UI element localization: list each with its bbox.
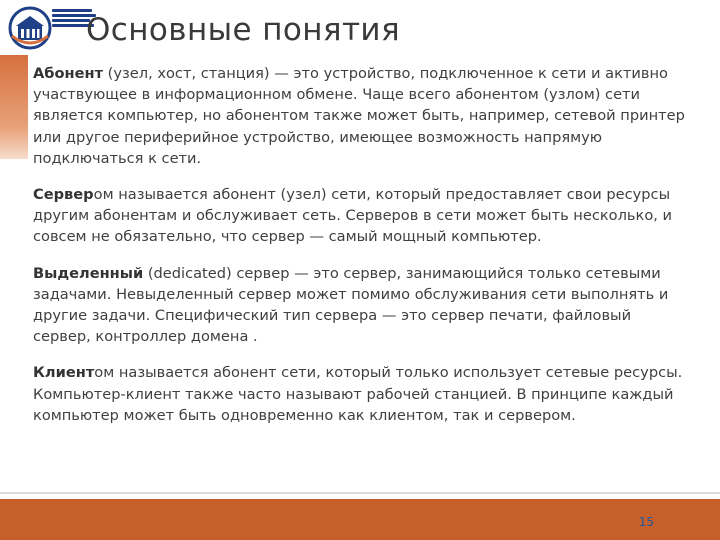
- paragraph-text: ом называется абонент (узел) сети, который предоставляет свои ресурсы другим абонентам и обслуживает сеть. Серверов в сети может быть несколько, и совсем не обязательно, что сервер — самый мощный компьютер.: [33, 186, 673, 246]
- slide-content: [33, 63, 685, 441]
- page-number: 15: [638, 515, 654, 529]
- footer-bar: [0, 499, 720, 540]
- paragraph-text: (dedicated) сервер — это сервер, занимающийся только сетевыми задачами. Невыделенный сервер может помимо обслуживания сети выполнять и другие задачи. Специфический тип сервера — это сервер печати, файловый сервер, контроллер домена .: [33, 264, 669, 346]
- title-accent-bar: [0, 55, 28, 159]
- footer-divider: [0, 492, 720, 494]
- paragraph-client: [33, 362, 685, 426]
- term-dedicated: Выделенный: [33, 264, 144, 282]
- term-server: Сервер: [33, 186, 94, 204]
- paragraph-text: (узел, хост, станция) — это устройство, подключенное к сети и активно участвующее в информационном обмене. Чаще всего абонентом (узлом) сети является компьютер, но абонентом также может быть, например, сетевой принтер или другое периферийное устройство, имеющее возможность напрямую подключаться к сети.: [33, 65, 685, 167]
- term-subscriber: Абонент: [33, 65, 104, 82]
- paragraph-subscriber: [33, 63, 685, 169]
- university-emblem-icon: [8, 6, 52, 50]
- paragraph-dedicated-server: [33, 263, 685, 348]
- slide-title: Основные понятия: [86, 12, 401, 48]
- university-logo: [8, 6, 92, 58]
- paragraph-text: ом называется абонент сети, который только использует сетевые ресурсы. Компьютер-клиент также часто называют рабочей станцией. В принципе каждый компьютер может быть одновременно как клиентом, так и сервером.: [33, 364, 683, 424]
- term-client: Клиент: [33, 364, 95, 382]
- paragraph-server: [33, 184, 685, 248]
